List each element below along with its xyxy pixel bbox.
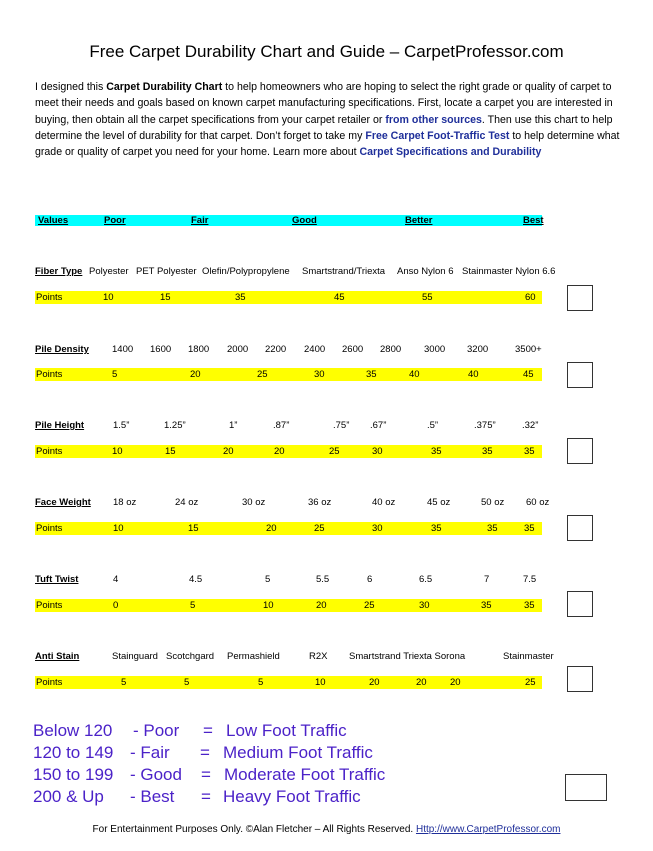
page-title: Free Carpet Durability Chart and Guide – CarpetProfessor.com bbox=[89, 42, 564, 61]
stain-option: Stainmaster bbox=[503, 651, 554, 662]
height-option: .32” bbox=[522, 420, 539, 431]
weight-option: 40 oz bbox=[372, 497, 396, 508]
weight-option: 36 oz bbox=[308, 497, 332, 508]
twist-points-bar bbox=[35, 599, 542, 612]
twist-option: 4.5 bbox=[189, 574, 203, 585]
twist-points-value: 5 bbox=[190, 600, 196, 611]
fiber-points-value: 60 bbox=[525, 292, 536, 303]
weight-points-value: 20 bbox=[266, 523, 277, 534]
summary-grade: - Fair bbox=[130, 743, 170, 762]
density-option: 2000 bbox=[227, 344, 249, 355]
tuft-twist-score-box[interactable] bbox=[567, 591, 593, 617]
fiber-option: Polyester bbox=[89, 266, 129, 277]
weight-option: 30 oz bbox=[242, 497, 266, 508]
weight-points-value: 25 bbox=[314, 523, 325, 534]
twist-option: 7 bbox=[484, 574, 490, 585]
twist-points-value: 35 bbox=[524, 600, 535, 611]
stain-points-value: 20 bbox=[369, 677, 380, 688]
link-other-sources[interactable]: from other sources bbox=[385, 113, 482, 126]
stain-points-value: 5 bbox=[121, 677, 127, 688]
stain-points-value: 5 bbox=[184, 677, 190, 688]
summary-equals: = bbox=[201, 787, 211, 806]
stain-points-value: 20 bbox=[416, 677, 427, 688]
twist-points-value: 0 bbox=[113, 600, 119, 611]
fiber-option: Olefin/Polypropylene bbox=[202, 266, 290, 277]
row-label-face-weight: Face Weight bbox=[35, 497, 91, 508]
twist-option: 5.5 bbox=[316, 574, 330, 585]
fiber-points-label: Points bbox=[36, 292, 63, 303]
height-points-value: 20 bbox=[223, 446, 234, 457]
weight-option: 60 oz bbox=[526, 497, 550, 508]
twist-points-label: Points bbox=[36, 600, 63, 611]
density-option: 3500+ bbox=[515, 344, 542, 355]
twist-option: 5 bbox=[265, 574, 271, 585]
twist-points-value: 35 bbox=[481, 600, 492, 611]
summary-grade: - Good bbox=[130, 765, 182, 784]
summary-traffic: Heavy Foot Traffic bbox=[223, 787, 361, 806]
height-points-value: 35 bbox=[482, 446, 493, 457]
weight-points-value: 35 bbox=[431, 523, 442, 534]
intro-text-4: to help determine what grade or quality of carpet you need for your home. Learn more about bbox=[35, 129, 620, 159]
height-points-label: Points bbox=[36, 446, 63, 457]
summary-range: 150 to 199 bbox=[33, 765, 114, 784]
height-option: .375” bbox=[474, 420, 496, 431]
fiber-option: Anso Nylon 6 bbox=[397, 266, 454, 277]
height-option: 1” bbox=[229, 420, 238, 431]
height-option: .87” bbox=[273, 420, 290, 431]
weight-points-label: Points bbox=[36, 523, 63, 534]
values-header-fair: Fair bbox=[191, 215, 209, 226]
stain-points-value: 5 bbox=[258, 677, 264, 688]
summary-range: 120 to 149 bbox=[33, 743, 114, 762]
density-option: 2800 bbox=[380, 344, 402, 355]
summary-equals: = bbox=[201, 765, 211, 784]
footer bbox=[0, 824, 653, 835]
stain-option: R2X bbox=[309, 651, 328, 662]
intro-paragraph bbox=[35, 79, 625, 160]
density-points-value: 40 bbox=[468, 369, 479, 380]
fiber-points-value: 15 bbox=[160, 292, 171, 303]
density-points-value: 35 bbox=[366, 369, 377, 380]
summary-grade: - Poor bbox=[133, 721, 180, 740]
weight-option: 24 oz bbox=[175, 497, 199, 508]
values-header-poor: Poor bbox=[104, 215, 126, 226]
summary-grade: - Best bbox=[130, 787, 175, 806]
density-option: 1800 bbox=[188, 344, 210, 355]
height-option: .75” bbox=[333, 420, 350, 431]
stain-points-label: Points bbox=[36, 677, 63, 688]
fiber-option: PET Polyester bbox=[136, 266, 197, 277]
link-carpet-specifications[interactable]: Carpet Specifications and Durability bbox=[359, 146, 542, 159]
weight-points-bar bbox=[35, 522, 542, 535]
footer-copyright: For Entertainment Purposes Only. ©Alan Fletcher – All Rights Reserved. bbox=[92, 824, 416, 835]
density-points-value: 30 bbox=[314, 369, 325, 380]
twist-points-value: 10 bbox=[263, 600, 274, 611]
summary-traffic: Moderate Foot Traffic bbox=[224, 765, 386, 784]
intro-text-2: to help homeowners who are hoping to select the right grade or quality of carpet to meet their needs and goals based on known carpet manufacturing specifications. First, locate a carpet you are interested in buying, then obtain all the carpet specifications from your carpet retailer or bbox=[35, 81, 613, 126]
summary-equals: = bbox=[203, 721, 213, 740]
weight-points-value: 10 bbox=[113, 523, 124, 534]
intro-text-1: I designed this bbox=[35, 81, 107, 93]
density-option: 3000 bbox=[424, 344, 446, 355]
weight-option: 18 oz bbox=[113, 497, 137, 508]
stain-option: Smartstrand Triexta Sorona bbox=[349, 651, 466, 662]
density-points-value: 40 bbox=[409, 369, 420, 380]
intro-text-3: . Then use this chart to help determine the level of durability for that carpet. Don’t forget to take my bbox=[35, 113, 613, 142]
stain-option: Stainguard bbox=[112, 651, 158, 662]
pile-density-score-box[interactable] bbox=[567, 362, 593, 388]
row-label-pile-height: Pile Height bbox=[35, 420, 85, 431]
values-header-good: Good bbox=[292, 215, 317, 226]
row-label-anti-stain: Anti Stain bbox=[35, 651, 80, 662]
fiber-points-value: 10 bbox=[103, 292, 114, 303]
density-option: 2400 bbox=[304, 344, 326, 355]
height-option: 1.5” bbox=[113, 420, 130, 431]
density-option: 2600 bbox=[342, 344, 364, 355]
fiber-option: Smartstrand/Triexta bbox=[302, 266, 386, 277]
height-option: .67” bbox=[370, 420, 387, 431]
intro-bold-chart: Carpet Durability Chart bbox=[106, 81, 223, 93]
density-points-value: 5 bbox=[112, 369, 118, 380]
values-header-label: Values bbox=[38, 215, 69, 226]
height-points-value: 15 bbox=[165, 446, 176, 457]
weight-option: 50 oz bbox=[481, 497, 505, 508]
density-points-label: Points bbox=[36, 369, 63, 380]
density-option: 1600 bbox=[150, 344, 172, 355]
height-option: .5” bbox=[427, 420, 439, 431]
height-points-value: 25 bbox=[329, 446, 340, 457]
fiber-option: Stainmaster Nylon 6.6 bbox=[462, 266, 556, 277]
weight-points-value: 35 bbox=[487, 523, 498, 534]
link-foot-traffic-test[interactable]: Free Carpet Foot-Traffic Test bbox=[365, 129, 510, 142]
twist-points-value: 25 bbox=[364, 600, 375, 611]
row-label-pile-density: Pile Density bbox=[35, 344, 89, 355]
footer-website-link[interactable]: Http://www.CarpetProfessor.com bbox=[415, 824, 561, 835]
fiber-type-score-box[interactable] bbox=[567, 285, 593, 311]
twist-option: 6.5 bbox=[419, 574, 433, 585]
fiber-points-value: 45 bbox=[334, 292, 345, 303]
twist-points-value: 30 bbox=[419, 600, 430, 611]
density-option: 1400 bbox=[112, 344, 134, 355]
height-points-value: 35 bbox=[431, 446, 442, 457]
height-points-value: 20 bbox=[274, 446, 285, 457]
summary-traffic: Low Foot Traffic bbox=[226, 721, 347, 740]
stain-option: Permashield bbox=[227, 651, 280, 662]
face-weight-score-box[interactable] bbox=[567, 515, 593, 541]
weight-points-value: 35 bbox=[524, 523, 535, 534]
twist-option: 7.5 bbox=[523, 574, 537, 585]
fiber-points-value: 55 bbox=[422, 292, 433, 303]
values-header-best: Best bbox=[523, 215, 544, 226]
height-points-value: 10 bbox=[112, 446, 123, 457]
height-option: 1.25” bbox=[164, 420, 186, 431]
twist-option: 4 bbox=[113, 574, 119, 585]
stain-points-value: 20 bbox=[450, 677, 461, 688]
anti-stain-score-box[interactable] bbox=[567, 666, 593, 692]
row-label-tuft-twist: Tuft Twist bbox=[35, 574, 79, 585]
summary-range: 200 & Up bbox=[33, 787, 104, 806]
row-label-fiber-type: Fiber Type bbox=[35, 266, 83, 277]
weight-points-value: 15 bbox=[188, 523, 199, 534]
stain-points-value: 25 bbox=[525, 677, 536, 688]
summary-traffic: Medium Foot Traffic bbox=[223, 743, 373, 762]
pile-height-score-box[interactable] bbox=[567, 438, 593, 464]
twist-option: 6 bbox=[367, 574, 373, 585]
weight-points-value: 30 bbox=[372, 523, 383, 534]
stain-points-value: 10 bbox=[315, 677, 326, 688]
stain-option: Scotchgard bbox=[166, 651, 215, 662]
values-header-better: Better bbox=[405, 215, 433, 226]
summary-equals: = bbox=[200, 743, 210, 762]
summary-range: Below 120 bbox=[33, 721, 113, 740]
height-points-value: 30 bbox=[372, 446, 383, 457]
height-points-value: 35 bbox=[524, 446, 535, 457]
density-points-value: 25 bbox=[257, 369, 268, 380]
density-option: 3200 bbox=[467, 344, 489, 355]
weight-option: 45 oz bbox=[427, 497, 451, 508]
density-points-value: 45 bbox=[523, 369, 534, 380]
twist-points-value: 20 bbox=[316, 600, 327, 611]
fiber-points-value: 35 bbox=[235, 292, 246, 303]
density-points-value: 20 bbox=[190, 369, 201, 380]
stain-points-bar bbox=[35, 676, 542, 689]
total-score-box[interactable] bbox=[565, 774, 607, 801]
density-option: 2200 bbox=[265, 344, 287, 355]
